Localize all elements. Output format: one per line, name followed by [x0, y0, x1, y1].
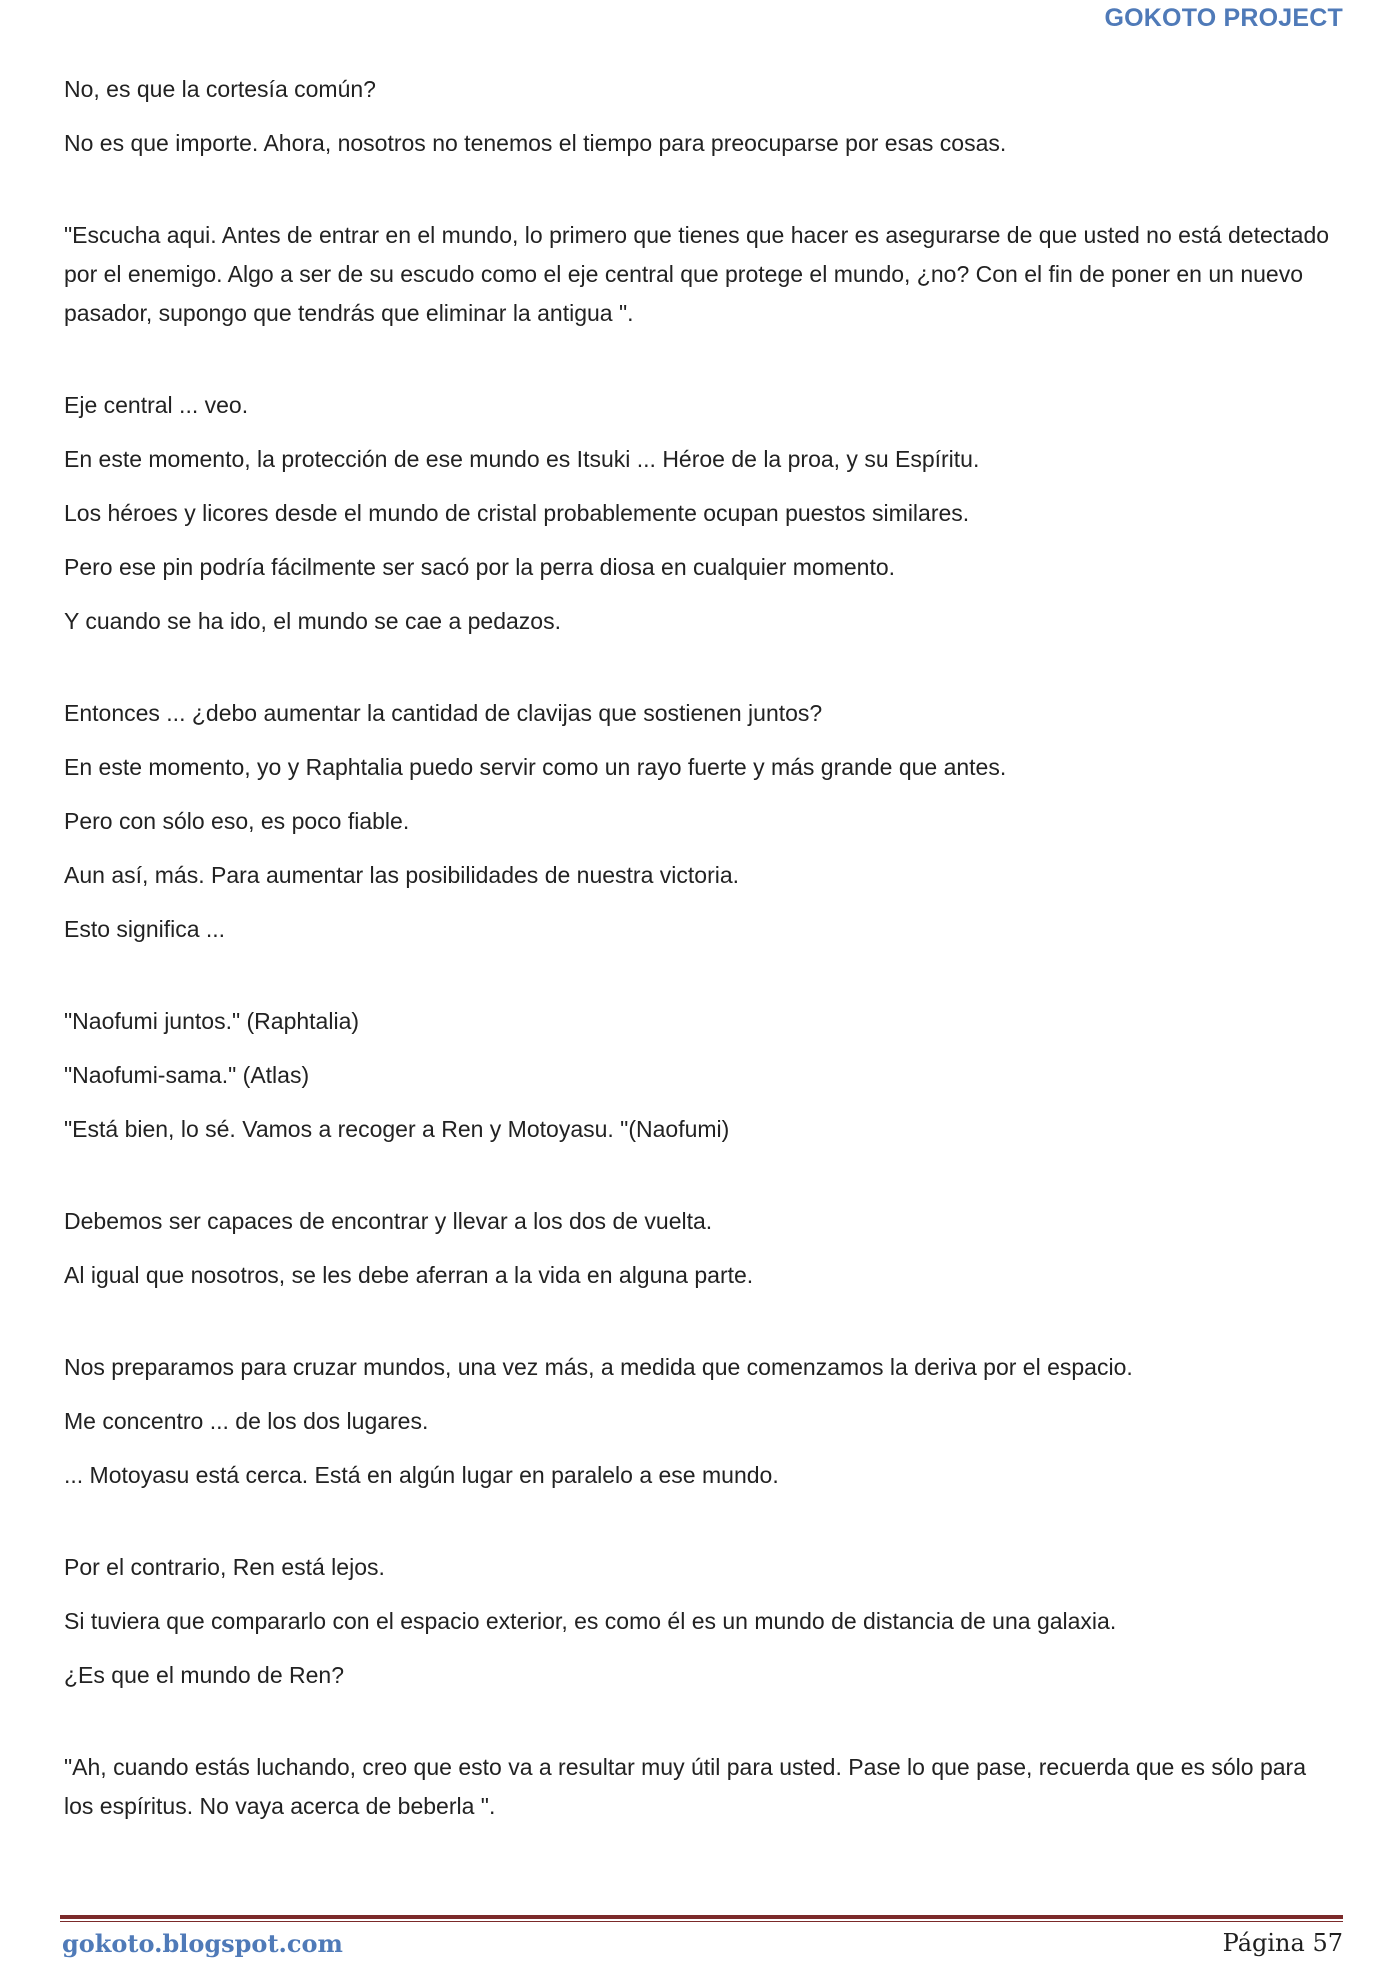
paragraph: ¿Es que el mundo de Ren?: [64, 1662, 345, 1688]
footer-rule-thin: [60, 1921, 1343, 1922]
paragraph: Por el contrario, Ren está lejos.: [64, 1554, 385, 1580]
paragraph: Pero con sólo eso, es poco fiable.: [64, 808, 410, 834]
paragraph: Entonces ... ¿debo aumentar la cantidad de clavijas que sostienen juntos?: [64, 700, 823, 726]
paragraph: "Escucha aqui. Antes de entrar en el mundo, lo primero que tienes que hacer es asegurarse de que usted no está detectado por el enemigo. Algo a ser de su escudo como el eje central que protege el mundo, ¿no? Con el fin de poner en un nuevo pasador, supongo que tendrás que eliminar la antigua ".: [64, 222, 1330, 326]
paragraph: Eje central ... veo.: [64, 392, 249, 418]
paragraph: Si tuviera que compararlo con el espacio exterior, es como él es un mundo de distancia de una galaxia.: [64, 1608, 1117, 1634]
paragraph: Esto significa ...: [64, 916, 226, 942]
header-title: GOKOTO PROJECT: [1104, 4, 1343, 32]
footer-rule: [60, 1915, 1343, 1919]
document-body: [64, 70, 1334, 1841]
paragraph: Al igual que nosotros, se les debe aferran a la vida en alguna parte.: [64, 1262, 754, 1288]
paragraph: "Naofumi-sama." (Atlas): [64, 1062, 310, 1088]
paragraph: Los héroes y licores desde el mundo de cristal probablemente ocupan puestos similares.: [64, 500, 970, 526]
paragraph: Nos preparamos para cruzar mundos, una vez más, a medida que comenzamos la deriva por el espacio.: [64, 1354, 1133, 1380]
paragraph: "Ah, cuando estás luchando, creo que esto va a resultar muy útil para usted. Pase lo que pase, recuerda que es sólo para los espíritus. No vaya acerca de beberla ".: [64, 1754, 1306, 1819]
paragraph: No, es que la cortesía común?: [64, 76, 376, 102]
paragraph: Pero ese pin podría fácilmente ser sacó por la perra diosa en cualquier momento.: [64, 554, 896, 580]
paragraph: ... Motoyasu está cerca. Está en algún lugar en paralelo a ese mundo.: [64, 1462, 779, 1488]
paragraph: No es que importe. Ahora, nosotros no tenemos el tiempo para preocuparse por esas cosas.: [64, 130, 1007, 156]
page-number: Página 57: [1222, 1929, 1343, 1957]
paragraph: "Está bien, lo sé. Vamos a recoger a Ren y Motoyasu. "(Naofumi): [64, 1116, 730, 1142]
paragraph: En este momento, la protección de ese mundo es Itsuki ... Héroe de la proa, y su Espíritu.: [64, 446, 980, 472]
paragraph: Y cuando se ha ido, el mundo se cae a pedazos.: [64, 608, 561, 634]
paragraph: "Naofumi juntos." (Raphtalia): [64, 1008, 360, 1034]
paragraph: Me concentro ... de los dos lugares.: [64, 1408, 429, 1434]
paragraph: En este momento, yo y Raphtalia puedo servir como un rayo fuerte y más grande que antes.: [64, 754, 1007, 780]
paragraph: Aun así, más. Para aumentar las posibilidades de nuestra victoria.: [64, 862, 740, 888]
footer-url[interactable]: gokoto.blogspot.com: [62, 1929, 343, 1958]
paragraph: Debemos ser capaces de encontrar y llevar a los dos de vuelta.: [64, 1208, 713, 1234]
